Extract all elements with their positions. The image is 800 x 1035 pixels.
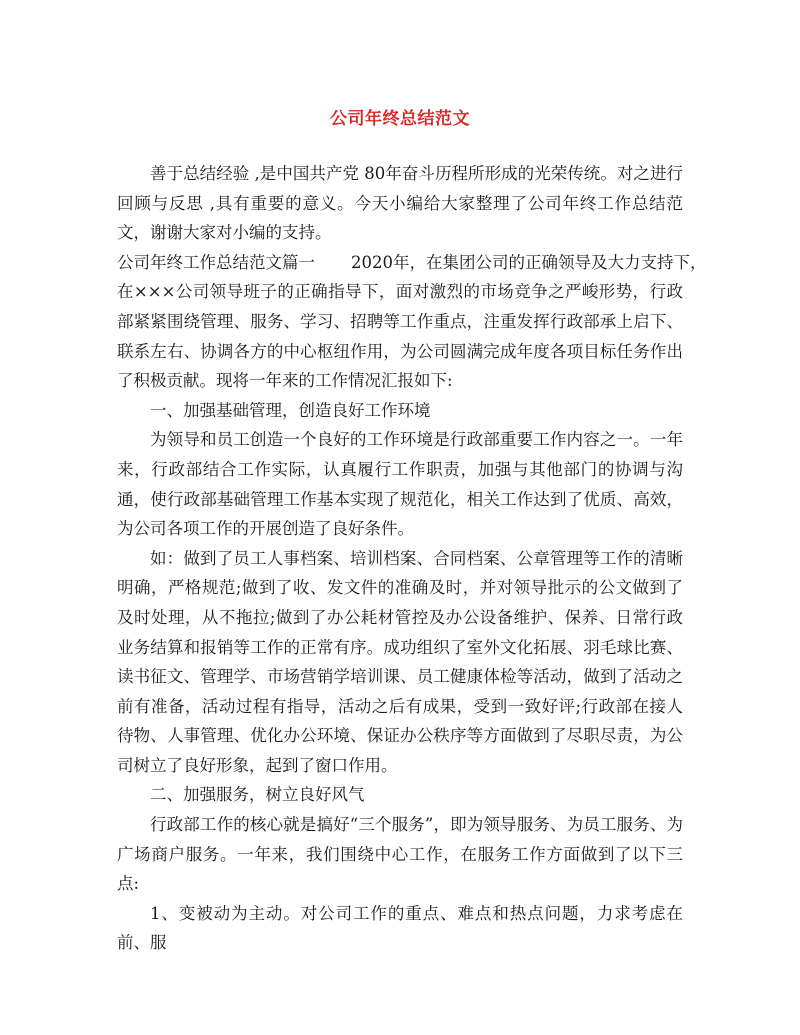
intro-paragraph: 善于总结经验 ,是中国共产党 80年奋斗历程所形成的光荣传统。对之进行回顾与反思 ,具有重要的意义。今天小编给大家整理了公司年终工作总结范文，谢谢大家对小编的支持。	[117, 164, 683, 243]
section-paragraph-2: 为领导和员工创造一个良好的工作环境是行政部重要工作内容之一。一年来，行政部结合工作实际，认真履行工作职责，加强与其他部门的协调与沟通，使行政部基础管理工作基本实现了规范化，相关工作达到了优质、高效，为公司各项工作的开展创造了良好条件。	[117, 430, 683, 539]
section-paragraph-4: 行政部工作的核心就是搞好“三个服务”，即为领导服务、为员工服务、为广场商户服务。一年来，我们围绕中心工作，在服务工作方面做到了以下三点:	[117, 815, 683, 894]
section-header-label: 公司年终工作总结范文篇一	[117, 252, 315, 272]
section-paragraph-3: 如：做到了员工人事档案、培训档案、合同档案、公章管理等工作的清晰明确，严格规范;做到了收、发文件的准确及时，并对领导批示的公文做到了及时处理，从不拖拉;做到了办公耗材管控及办公设备维护、保养、日常行政业务结算和报销等工作的正常有序。成功组织了室外文化拓展、羽毛球比赛、读书征文、管理学、市场营销学培训课、员工健康体检等活动，做到了活动之前有准备，活动过程有指导，活动之后有成果，受到一致好评;行政部在接人待物、人事管理、优化办公环境、保证办公秩序等方面做到了尽职尽责，为公司树立了良好形象，起到了窗口作用。	[117, 548, 683, 775]
section-header-line	[117, 248, 707, 278]
section-header-lead: 2020年，在集团公司的正确领导及大力支持下，	[351, 252, 707, 272]
document-body	[117, 159, 707, 958]
subheading-2: 二、加强服务，树立良好风气	[150, 785, 365, 805]
section-paragraph-1: 在×××公司领导班子的正确指导下，面对激烈的市场竞争之严峻形势，行政部紧紧围绕管理、服务、学习、招聘等工作重点，注重发挥行政部承上启下、联系左右、协调各方的中心枢纽作用，为公司圆满完成年度各项目标任务作出了积极贡献。现将一年来的工作情况汇报如下:	[117, 282, 683, 391]
document-title: 公司年终总结范文	[330, 109, 470, 129]
section-paragraph-5: 1、变被动为主动。对公司工作的重点、难点和热点问题，力求考虑在前、服	[117, 903, 683, 953]
subheading-1: 一、加强基础管理，创造良好工作环境	[150, 400, 431, 420]
